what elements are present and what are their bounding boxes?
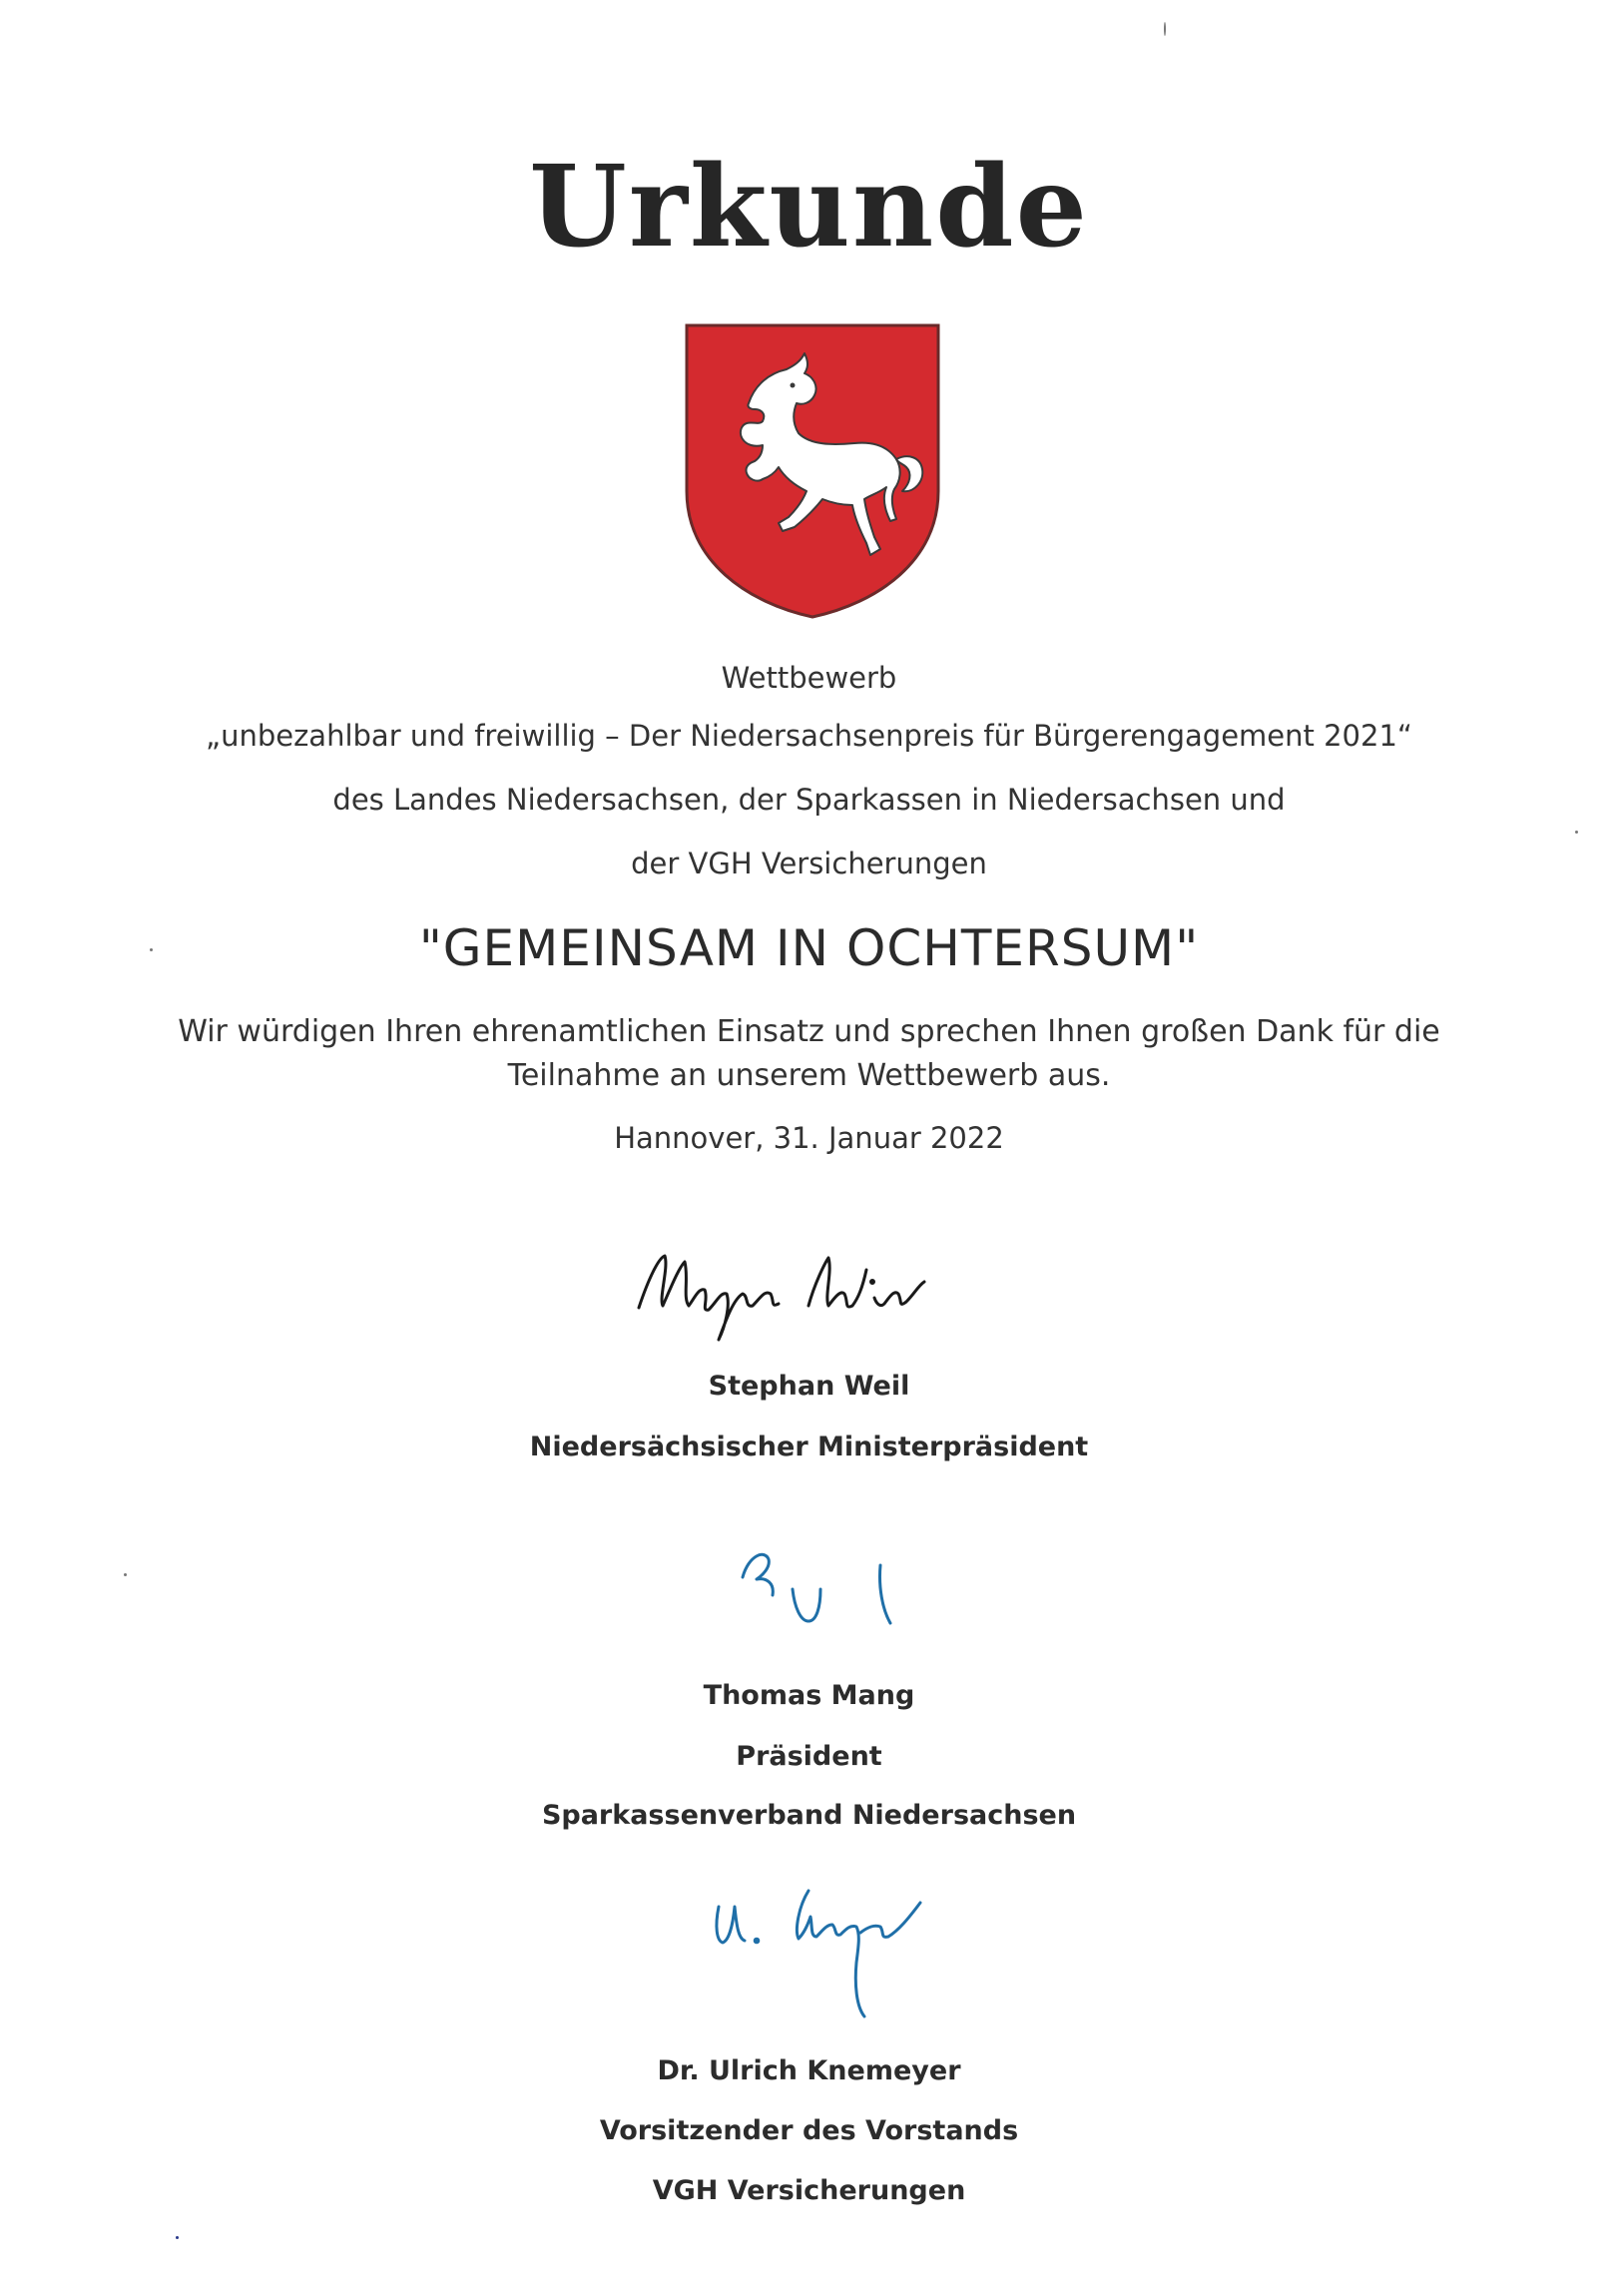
signer-2-role: Präsident <box>736 1741 882 1772</box>
signer-3-organization: VGH Versicherungen <box>652 2175 966 2206</box>
thanks-line-1: Wir würdigen Ihren ehrenamtlichen Einsatz und sprechen Ihnen großen Dank für die <box>178 1014 1440 1049</box>
signature-stephan-weil <box>629 1228 988 1348</box>
certificate-title: Urkunde <box>529 142 1089 273</box>
signer-1-role: Niedersächsischer Ministerpräsident <box>529 1432 1089 1462</box>
scan-artifact <box>124 1573 127 1576</box>
lower-saxony-horse-crest-icon <box>683 321 942 621</box>
thanks-line-2: Teilnahme an unserem Wettbewerb aus. <box>507 1058 1111 1093</box>
scan-artifact <box>176 2236 179 2239</box>
scan-artifact <box>150 948 153 951</box>
signer-2-organization: Sparkassenverband Niedersachsen <box>541 1800 1077 1831</box>
scan-artifact <box>1164 22 1166 36</box>
signer-2-name: Thomas Mang <box>703 1680 915 1711</box>
place-and-date: Hannover, 31. Januar 2022 <box>614 1121 1004 1155</box>
recipient-name: "GEMEINSAM IN OCHTERSUM" <box>418 919 1200 977</box>
organizers-line-1: des Landes Niedersachsen, der Sparkassen in Niedersachsen und <box>332 783 1286 817</box>
signer-1-name: Stephan Weil <box>708 1371 910 1402</box>
signer-3-role: Vorsitzender des Vorstands <box>599 2115 1019 2146</box>
organizers-line-2: der VGH Versicherungen <box>631 847 987 880</box>
signer-3-name: Dr. Ulrich Knemeyer <box>657 2055 961 2086</box>
signature-ulrich-knemeyer <box>699 1867 958 2026</box>
competition-name: „unbezahlbar und freiwillig – Der Niedersachsenpreis für Bürgerengagement 2021“ <box>206 719 1412 753</box>
scan-artifact <box>1575 831 1578 834</box>
signature-thomas-mang <box>729 1527 928 1637</box>
competition-label: Wettbewerb <box>721 661 897 695</box>
